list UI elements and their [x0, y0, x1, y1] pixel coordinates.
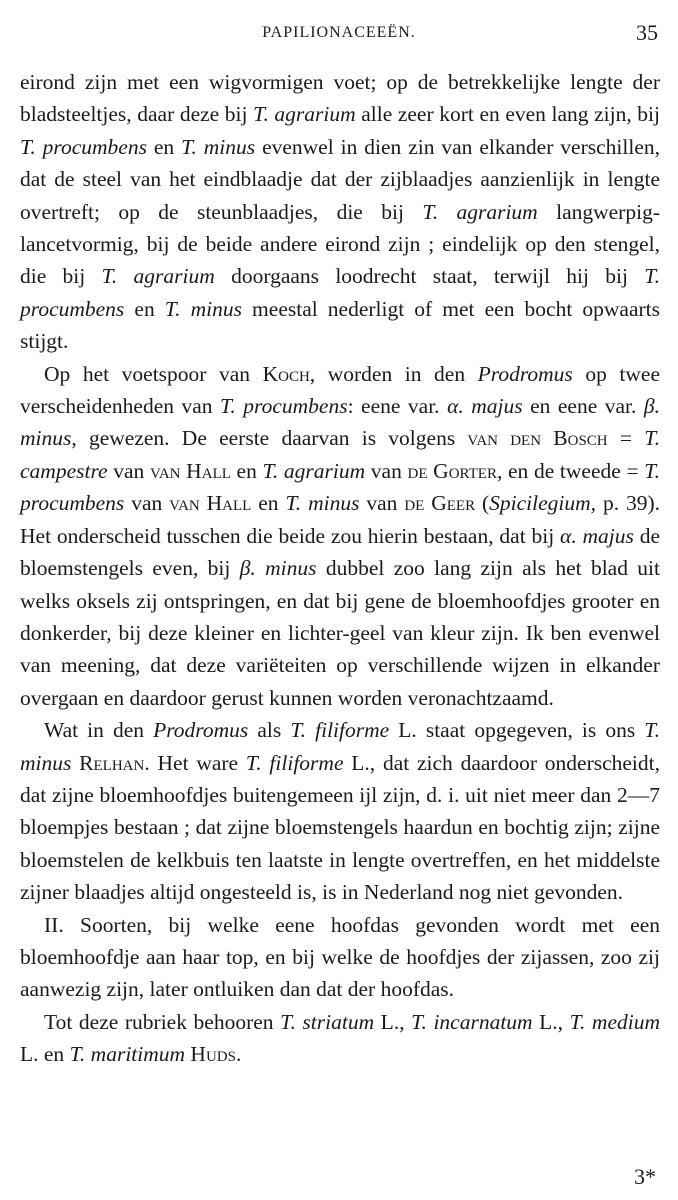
text-run: langwerpig-lancetvormig, bij de beide andere eirond zijn ; eindelijk op den stengel, die bij	[20, 199, 660, 289]
text-run: meestal nederligt of met een bocht opwaarts stijgt.	[20, 296, 660, 354]
text-run: doorgaans loodrecht staat, terwijl hij bij	[214, 264, 645, 289]
small-caps-text: de Geer	[404, 491, 476, 516]
text-run: en	[230, 458, 263, 483]
text-run: evenwel in dien zin van elkander verschillen, dat de steel van het eindblaadje dat der zijblaadjes aanzienlijk in lengte overtreft; op de steunblaadjes, die bij	[20, 134, 660, 224]
italic-text: Prodromus	[153, 718, 249, 743]
text-run: als	[248, 718, 291, 743]
italic-text: β. minus	[239, 556, 317, 581]
paragraph	[20, 1006, 660, 1071]
text-run: van	[359, 491, 405, 516]
small-caps-text: van Hall	[149, 458, 231, 483]
text-run: en	[124, 296, 165, 321]
paragraph	[20, 909, 660, 1006]
text-run: en	[146, 134, 182, 159]
text-run: L. staat opgegeven, is ons	[389, 718, 645, 743]
text-run: en eene var.	[522, 394, 644, 419]
small-caps-text: van den Bosch	[467, 426, 608, 451]
italic-text: T. agrarium	[253, 102, 356, 127]
italic-text: T. agrarium	[262, 458, 366, 483]
text-run: L., dat zich daardoor onderscheidt, dat zijne bloemhoofdjes buitengemeen ijl zijn, d. i. uit niet meer dan 2—7 bloempjes bestaan ; dat zijne bloemstengels haardun en bochtig zijn; zijne bloemstelen de kelkbuis ten laatste in lengte overtreffen, en het middelste zijner blaadjes altijd ongesteeld is, is in Nederland nog niet gevonden.	[20, 750, 661, 905]
italic-text: T. agrarium	[101, 264, 215, 289]
italic-text: T. medium	[569, 1009, 661, 1034]
text-run: =	[607, 426, 645, 451]
italic-text: T. minus	[164, 296, 242, 321]
text-run: .	[235, 1042, 242, 1067]
italic-text: T. incarnatum	[411, 1009, 533, 1034]
signature-mark: 3*	[634, 1164, 656, 1189]
text-run: (	[475, 491, 490, 516]
text-run: : eene var.	[347, 394, 448, 419]
body-text	[20, 66, 660, 1071]
text-run: dubbel zoo lang zijn als het blad uit welks oksels zij ontspringen, en dat bij gene de bloemhoofdjes grooter en donkerder, bij deze kleiner en lichter-geel van kleur zijn. Ik ben evenwel van meening, dat deze variëteiten op verschillende wijzen in elkander overgaan en daardoor gerust kunnen worden veronachtzaamd.	[20, 556, 660, 710]
italic-text: β. minus	[20, 394, 660, 451]
italic-text: T. minus	[20, 718, 661, 775]
text-run: eirond zijn met een wigvormigen voet; op de betrekkelijke lengte der bladsteeltjes, daar deze bij	[20, 70, 660, 127]
italic-text: T. striatum	[280, 1009, 375, 1034]
text-run: , worden in den	[309, 361, 478, 386]
text-run: p. 39). Het onderscheid tusschen die beide zou hierin bestaan, dat bij	[20, 491, 661, 548]
text-run: L. en	[20, 1042, 70, 1067]
page-number: 35	[636, 20, 658, 45]
text-run: de bloemstengels even, bij	[20, 523, 661, 581]
italic-text: T. procumbens	[20, 134, 147, 159]
text-run: Tot deze rubriek behooren	[44, 1009, 281, 1034]
text-run: . Het ware	[144, 750, 246, 775]
small-caps-text: Koch	[262, 361, 310, 386]
italic-text: T. maritimum	[69, 1042, 186, 1067]
italic-text: T. filiforme	[245, 750, 344, 775]
paragraph	[20, 66, 660, 358]
text-run: op twee verscheidenheden van	[20, 361, 660, 419]
text-run: van	[107, 458, 150, 483]
italic-text: α. majus	[447, 394, 523, 419]
paragraph	[20, 358, 660, 714]
italic-text: T. filiforme	[290, 718, 390, 743]
italic-text: T. procumbens	[20, 264, 660, 321]
text-run: , en de tweede =	[496, 458, 645, 483]
paragraph	[20, 714, 660, 908]
italic-text: T. procumbens	[220, 394, 348, 419]
text-run	[71, 751, 79, 775]
text-run: van	[124, 491, 170, 516]
text-run: L.,	[532, 1009, 570, 1034]
italic-text: T. minus	[181, 134, 256, 159]
running-title: PAPILIONACEEËN.	[262, 24, 416, 41]
text-run: L.,	[374, 1009, 412, 1034]
text-run: van	[365, 458, 408, 483]
small-caps-text: Relhan	[79, 750, 145, 775]
small-caps-text: Huds	[190, 1042, 236, 1067]
text-run: II. Soorten, bij welke eene hoofdas gevonden wordt met een bloemhoofdje aan haar top, en bij welke de hoofdjes der zijassen, zoo zij aanwezig zijn, later ontluiken dan dat der hoofdas.	[20, 912, 660, 1002]
italic-text: T. minus	[285, 491, 360, 516]
italic-text: α. majus	[560, 523, 634, 548]
italic-text: T. procumbens	[20, 458, 660, 516]
italic-text: T. campestre	[20, 426, 660, 483]
italic-text: Prodromus	[477, 361, 573, 386]
text-run: , gewezen. De eerste daarvan is volgens	[71, 426, 468, 451]
text-run: en	[251, 491, 286, 516]
text-run: Op het voetspoor van	[44, 361, 263, 386]
text-run: alle zeer kort en even lang zijn, bij	[355, 102, 660, 127]
small-caps-text: de Gorter	[407, 458, 497, 483]
italic-text: Spicilegium,	[489, 491, 597, 516]
small-caps-text: van Hall	[169, 491, 252, 516]
italic-text: T. agrarium	[422, 199, 538, 224]
page-header	[0, 20, 678, 50]
text-run: Wat in den	[44, 718, 154, 743]
